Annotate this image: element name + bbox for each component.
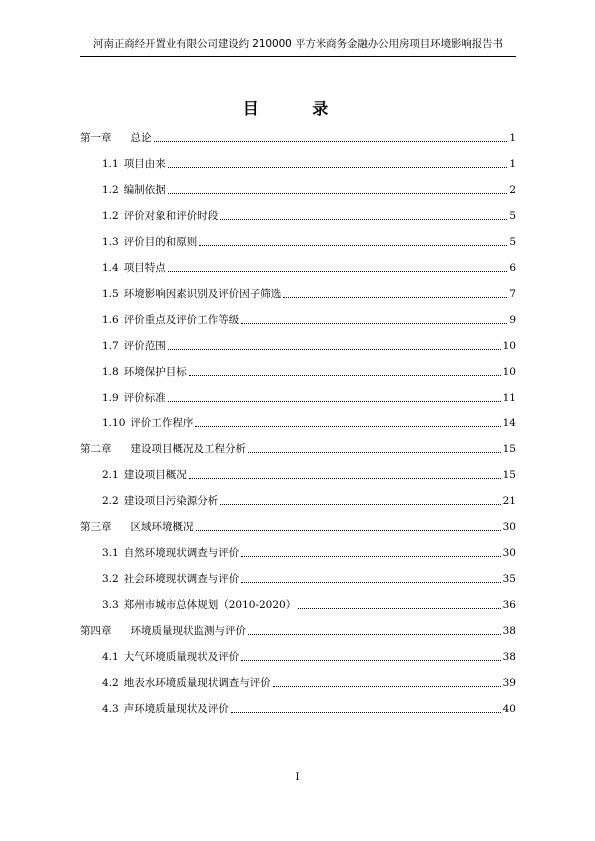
toc-section-entry[interactable]: [80, 491, 516, 511]
toc-leader-dots: [196, 529, 501, 531]
toc-entry-label: [102, 154, 166, 174]
toc-section-entry[interactable]: [80, 388, 516, 408]
toc-entry-page: 15: [502, 443, 516, 456]
toc-leader-dots: [189, 374, 501, 376]
toc-entry-text: 声环境质量现状及评价: [123, 702, 229, 715]
toc-entry-text: 社会环境现状调查与评价: [123, 573, 240, 586]
toc-leader-dots: [189, 477, 501, 479]
toc-section-entry[interactable]: [80, 180, 516, 200]
toc-entry-text: 地表水环境质量现状调查与评价: [123, 676, 271, 689]
toc-entry-label: [102, 388, 166, 408]
toc-entry-number: 2.2: [102, 495, 119, 508]
toc-entry-page: 36: [502, 599, 516, 612]
toc-entry-number: 4.2: [102, 676, 119, 689]
toc-leader-dots: [231, 711, 501, 713]
toc-section-entry[interactable]: [80, 154, 516, 174]
header-rule: [80, 56, 516, 57]
toc-entry-number: 1.2: [102, 209, 119, 222]
toc-entry-text: 评价范围: [123, 339, 166, 352]
toc-entry-text: 环境保护目标: [123, 365, 187, 378]
running-header: 河南正商经开置业有限公司建设约 210000 平方米商务金融办公用房项目环境影响报告书: [93, 38, 503, 50]
toc-entry-text: 评价标准: [123, 391, 166, 404]
toc-entry-number: 3.3: [102, 599, 119, 612]
toc-section-entry[interactable]: [80, 543, 516, 563]
toc-leader-dots: [168, 192, 508, 194]
toc-entry-page: 38: [502, 651, 516, 663]
toc-entry-number: 1.6: [102, 313, 119, 326]
toc-entry-label: [102, 336, 166, 356]
toc-entry-page: 10: [502, 365, 516, 378]
toc-entry-text: 建设项目污染源分析: [123, 495, 219, 508]
toc-entry-page: 30: [502, 547, 516, 560]
toc-leader-dots: [273, 685, 501, 687]
toc-entry-number: 4.3: [102, 702, 119, 715]
toc-entry-text: 环境影响因素识别及评价因子筛选: [123, 287, 282, 300]
toc-entry-page: 5: [509, 209, 516, 222]
toc-entry-text: 评价目的和原则: [123, 235, 198, 248]
toc-entry-label: [102, 206, 218, 226]
toc-leader-dots: [168, 166, 508, 168]
toc-entry-page: 1: [509, 132, 516, 144]
toc-entry-text: 自然环境现状调查与评价: [123, 547, 240, 560]
toc-entry-number: 1.3: [102, 235, 119, 248]
toc-entry-number: 4.1: [102, 651, 119, 663]
toc-entry-text: 项目特点: [123, 261, 166, 274]
toc-chapter-entry[interactable]: [80, 621, 516, 641]
toc-entry-label: [102, 491, 218, 511]
toc-entry-label: [102, 647, 239, 667]
toc-section-entry[interactable]: [80, 647, 516, 667]
toc-entry-text: 区域环境概况: [130, 521, 194, 534]
toc-entry-number: 1.9: [102, 391, 119, 404]
toc-leader-dots: [199, 244, 507, 246]
toc-leader-dots: [168, 400, 501, 402]
toc-entry-number: 2.1: [102, 469, 119, 482]
toc-entry-page: 15: [502, 469, 516, 482]
toc-entry-label: [80, 517, 194, 537]
toc-leader-dots: [168, 348, 501, 350]
toc-leader-dots: [241, 322, 507, 324]
toc-section-entry[interactable]: [80, 284, 516, 304]
toc-entry-page: 35: [502, 573, 516, 586]
toc-entry-number: 1.1: [102, 157, 119, 170]
toc-section-entry[interactable]: [80, 465, 516, 485]
toc-entry-text: 评价对象和评价时段: [123, 209, 219, 222]
toc-leader-dots: [154, 140, 508, 142]
toc-entry-label: [102, 180, 166, 200]
toc-section-entry[interactable]: [80, 232, 516, 252]
toc-leader-dots: [248, 451, 501, 453]
toc-section-entry[interactable]: [80, 310, 516, 330]
toc-section-entry[interactable]: [80, 362, 516, 382]
toc-entry-page: 6: [509, 261, 516, 274]
toc-entry-label: [102, 699, 229, 719]
toc-entry-label: [102, 413, 193, 433]
toc-section-entry[interactable]: [80, 569, 516, 589]
toc-leader-dots: [298, 607, 500, 609]
toc-entry-label: [102, 465, 187, 485]
toc-leader-dots: [283, 296, 507, 298]
toc-entry-text: 编制依据: [123, 183, 166, 196]
toc-section-entry[interactable]: [80, 336, 516, 356]
toc-entry-text: 郑州市城市总体规划（2010-2020）: [123, 599, 297, 612]
toc-entry-page: 30: [502, 521, 516, 534]
toc-entry-text: 评价工作程序: [130, 417, 194, 430]
toc-entry-number: 第一章: [80, 132, 112, 144]
toc-entry-label: [80, 128, 152, 148]
toc-entry-number: 1.7: [102, 339, 119, 352]
toc-entry-number: 第四章: [80, 625, 112, 638]
toc-entry-label: [102, 543, 239, 563]
toc-entry-page: 38: [502, 625, 516, 638]
toc-entry-label: [102, 258, 166, 278]
toc-section-entry[interactable]: [80, 673, 516, 693]
toc-entry-number: 1.8: [102, 365, 119, 378]
toc-entry-page: 9: [509, 313, 516, 326]
toc-leader-dots: [248, 633, 501, 635]
toc-chapter-entry[interactable]: [80, 128, 516, 148]
toc-entry-label: [102, 310, 239, 330]
toc-chapter-entry[interactable]: [80, 439, 516, 459]
toc-entry-page: 40: [502, 702, 516, 715]
toc-chapter-entry[interactable]: [80, 517, 516, 537]
toc-section-entry[interactable]: [80, 699, 516, 719]
toc-entry-number: 第二章: [80, 443, 112, 456]
toc-leader-dots: [241, 581, 500, 583]
toc-entry-number: 3.1: [102, 547, 119, 560]
toc-entry-label: [80, 621, 246, 641]
toc-entry-number: 1.10: [102, 417, 126, 430]
toc-section-entry[interactable]: [80, 413, 516, 433]
toc-leader-dots: [195, 425, 500, 427]
toc-entry-label: [102, 362, 187, 382]
toc-entry-number: 1.4: [102, 261, 119, 274]
toc-section-entry[interactable]: [80, 206, 516, 226]
toc-leader-dots: [241, 659, 500, 661]
toc-entry-label: [102, 595, 296, 615]
toc-entry-number: 1.2: [102, 183, 119, 196]
toc-entry-text: 大气环境质量现状及评价: [123, 651, 240, 663]
toc-entry-text: 总论: [130, 132, 152, 144]
toc-entry-page: 7: [509, 287, 516, 300]
toc-entry-label: [102, 284, 281, 304]
toc-entry-number: 3.2: [102, 573, 119, 586]
toc-title: 目 录: [242, 99, 353, 118]
toc-entry-text: 建设项目概况及工程分析: [130, 443, 246, 456]
toc-entry-page: 1: [509, 157, 516, 170]
toc-entry-text: 建设项目概况: [123, 469, 187, 482]
toc-section-entry[interactable]: [80, 595, 516, 615]
toc-entry-page: 21: [502, 495, 516, 508]
toc-leader-dots: [220, 218, 507, 220]
toc-leader-dots: [220, 503, 500, 505]
toc-entry-text: 评价重点及评价工作等级: [123, 313, 240, 326]
toc-entry-page: 14: [502, 417, 516, 430]
toc-section-entry[interactable]: [80, 258, 516, 278]
toc-entry-page: 2: [509, 183, 516, 196]
toc-entry-page: 11: [502, 391, 516, 404]
toc-entry-label: [102, 232, 197, 252]
toc-entry-page: 5: [509, 235, 516, 248]
toc-entry-text: 环境质量现状监测与评价: [130, 625, 246, 638]
toc-entry-number: 1.5: [102, 287, 119, 300]
toc-entry-page: 39: [502, 676, 516, 689]
toc-leader-dots: [241, 555, 500, 557]
toc-entry-label: [102, 673, 271, 693]
toc-entry-text: 项目由来: [123, 157, 166, 170]
toc-entry-number: 第三章: [80, 521, 112, 534]
page-number: I: [295, 772, 300, 783]
toc-entry-page: 10: [502, 339, 516, 352]
toc-leader-dots: [168, 270, 508, 272]
toc-entry-label: [102, 569, 239, 589]
toc-entry-label: [80, 439, 246, 459]
